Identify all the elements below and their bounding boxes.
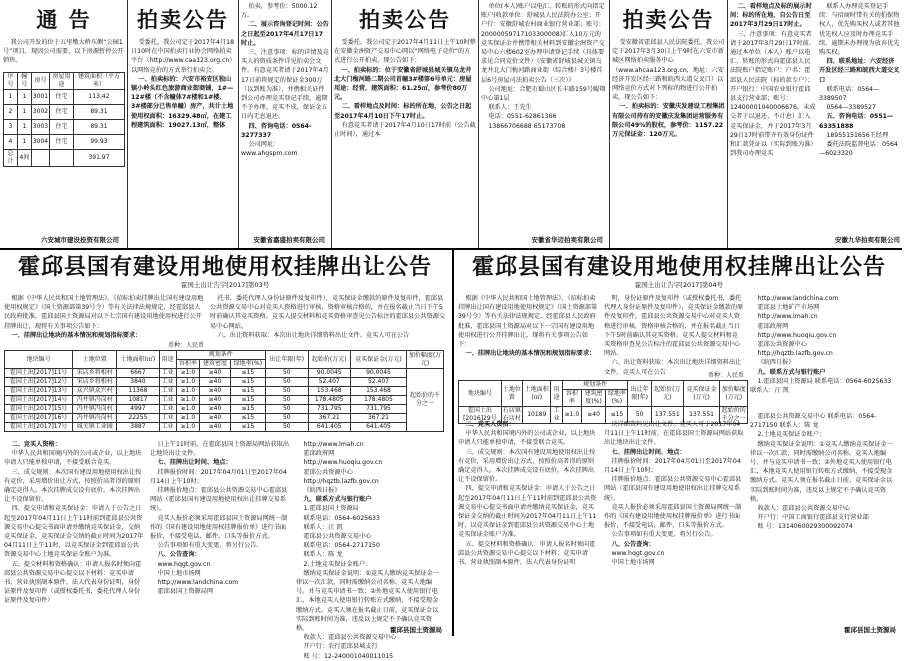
auction3b-column: 二、看样地点及标的展示时间：标的所在地，自公告日至2017年3月29日17时止。 三、注意事项：有意竞买者请于2017年3月29日17时前，通过本单位（本人）账户以电汇、转账的形式向霍邱县人民法院账户指定账户：户名：霍邱县人民法院（标的款专户）；开户银行：中国农业银行霍邱县支行营业部；账号：12400001040006676。未成交者于以退还，不计息）汇入竞买保证金，并于2017年3月29日17时前带齐有效身份证件和汇款凭证以（实际到账为准）到我司办理竞买 bbox=[730, 3, 816, 158]
left-col-3: http://www.lmah.cn 霍邱政府网 http://www.huoqiu.gov.cn 霍邱公共资源中心 http://hqztb.lazfb.gov.cn 《皖西日报》 九、联系方式与银行账户 1.霍邱县国土资源局 联系电话：0564-6025633 联系人：汪 凯 霍邱县公共资源交易中心 联系电话：0564-2717150 联系人：陈 龙 2.土地竞买保证金账户： 缴纳竞买保证金说明：①竞买人缴纳竞买保证金一律以一次汇款，同时需缴纳公司名称、竞买人地编号。并与竞买申请书一致；②外地竞买人使用银行电汇，本地竞买人使用银行转账方式缴纳，不接受现金缴纳方式。竞买人须在报名截止日前，竞买保证金以实际到账时间为准，违反以上规定不予确认竞买资格。 收款人：霍邱县公共资源交易中心 开户行：农行霍邱县城支行 账 号：12-240001040011015 bbox=[296, 441, 439, 660]
right-land-table: 地块编号 土地位置 土地面积(㎡) 用途 规划条件 出让年限(年) 起始价(万元) 竞买保证金(万元) 加价幅度(万元) 容积率 建筑密度(%) 绿地率(%) 霍国土出[2016]29号 石店镇石店村 10189 工业 ≥1.0 ≥40 ≤15 50 137.551 137.551 起始价的千分之一 bbox=[458, 380, 748, 424]
top-ad-strip bbox=[0, 0, 902, 250]
auction2b-column: 单位(本人)账户以电汇、转账的形式向指定账户(收款单位：舒城县人民法院办公室；开户行：安徽舒城农村商业银行营业部；账号：20000059717103300008)汇入10万元的竞买保证金并携带相关材料到安徽金洲资产交易中心六楼602室办理申请登记手续（具体要求见合同竞价文件）《安徽省舒城县城关镇乌龙井北大门梅河路商业街（综合楼）3号楼首层6号房屋司法拍卖公告（三次）》 公司地址：合肥市蜀山区长丰路159号鲲翔中心第1层 联系人：王先生 电话：0551-62861366 13866706688 65173708 安徽省华迈拍卖有限公司 bbox=[481, 3, 606, 244]
auction1-signer: 安徽省嘉盛拍卖有限公司 bbox=[253, 235, 325, 244]
table-row: 霍国土出[2017]14号 冯井镇冯岗村 10817 工业 ≥1.0 ≥40 ≤15 50 178.4805 178.4805 bbox=[5, 396, 444, 405]
table-row: 霍国土出[2017]12号 宋店乡将相村 3840 工业 ≥1.0 ≥40 ≤15 50 52.407 52.407 bbox=[5, 378, 444, 387]
left-land-table: 地块编号 土地位置 土地面积(㎡) 用途 规划条件 出让年限(年) 起始价(万元) 竞买保证金(万元) 加价幅度(万元) 容积率 建筑密度 绿地率(%) 霍国土出[2017]11号 宋店乡将相村 6667 工业 ≥1.0 ≥40 ≤15 50 90.0045 90.0045 起始价的千分之一 霍国土出[2017]12号 宋店乡将相村 3840 工业 ≥1.0 ≥40 ≤15 50 52.407 52.407 霍国土出[2017]13号 众兴镇众兴村 11368 工业 ≥1.0 ≥40 ≤15 50 153.468 153.468 霍国土出[2017]14号 冯井镇冯岗村 10817 工业 ≥1.0 ≥40 ≤15 50 178.4805 178.4805 霍国土出[2017]15号 冯井镇冯岗村 4997 工业 ≥1.0 ≥40 ≤15 50 731.795 731.795 霍国土出[2017]16号 冯井镇冯岗村 22255 工业 ≥1.0 ≥40 ≤15 50 367.21 367.21 霍国土出[2017]17号 城关镇工业园 3887 工业 ≥1.0 ≥40 ≤15 50 641.405 641.405 bbox=[4, 350, 444, 432]
table-row: 霍国土出[2017]11号 宋店乡将相村 6667 工业 ≥1.0 ≥40 ≤15 50 90.0045 90.0045 起始价的千分之一 bbox=[5, 369, 444, 378]
right-col-2: 块详细资料见出让文件。竞买人可于2017年04月11日上午11时前，在霍邱县国土资源局网站获取出让地块出让文件。 七、挂牌出让时间、地点： 挂牌报价时间：2017年04月01日至2017年04月14日上午10时； 挂牌报价地点：霍邱县公共资源交易中心霍邱县网站（霍邱县国有建设用地使用权出让挂牌交易系统）。 竞买人报价必须采用霍邱县国土资源局网统一制作的《国有建设用地使用权挂牌报价单》进行书面报价，不接受电话、邮件、口头等报价方式。 公告事项如有重大变更，将另行公告。 八、公告查询： www.hqgt.gov.cn 中国土地市场网 bbox=[604, 421, 744, 567]
table-row: 霍国土出[2017]15号 冯井镇冯岗村 4997 工业 ≥1.0 ≥40 ≤15 50 731.795 731.795 bbox=[5, 405, 444, 414]
table-row: 霍国土出[2016]29号 石店镇石店村 10189 工业 ≥1.0 ≥40 ≤15 50 137.551 137.551 起始价的千分之一 bbox=[459, 407, 748, 424]
table-header: 地块编号 土地位置 土地面积(㎡) 用途 规划条件 出让年限(年) 起始价(万元) 竞买保证金(万元) 加价幅度(万元) bbox=[5, 351, 444, 360]
table-row: 霍国土出[2017]16号 冯井镇冯岗村 22255 工业 ≥1.0 ≥40 ≤15 50 367.21 367.21 bbox=[5, 414, 444, 423]
table-row: 霍国土出[2017]17号 城关镇工业园 3887 工业 ≥1.0 ≥40 ≤15 50 641.405 641.405 bbox=[5, 423, 444, 432]
auction3-signer: 安徽九华拍卖有限公司 bbox=[835, 235, 900, 244]
right-notice-intro: 根据《中华人民共和国土地管理法》、《招标拍卖挂牌出让国有建设用地使用权规定》（国土资源部第39号令）等有关法律法规规定，经霍邱县人民政府批准，霍邱县国土资源局对以下一宗国有建设用地使用权进行公开挂牌出让，现将有关事项公告如下： bbox=[458, 295, 598, 349]
auction1-title: 拍卖公告 bbox=[137, 7, 229, 32]
notice-title: 通 告 bbox=[36, 7, 92, 32]
table-total-row: 总计 4间 391.97 bbox=[4, 149, 125, 166]
bottom-section bbox=[0, 250, 902, 660]
left-land-notice: 霍邱县国有建设用地使用权挂牌出让公告 霍国土出让告字[2017]第03号 根据《中华人民共和国土地管理法》、《招标拍卖挂牌出让国有建设用地使用权规定》（国土资源部第39号令）等有关法律法规规定，经霍邱县人民政府批准，霍邱县国土资源局对以下七宗国有建设用地使用权进行公开挂牌出让，现将有关事项公告如下： 一、挂牌出让地块的基本情况和规划指标要求： 托书，委托代理人身份证原件及复印件），竞买保证金缴款的原件及复印件，霍邱县公共资源交易中心对竞买人资格进行审核，资格审核合格的，并在报名截止当日下午5时前确认其竞买资格。竞买人提交材料和竞买资格审查见公告标注的霍邱县公共资源交易中心网站。 六、出让资料获取：本次出让地块详细资料出让文件。竞买人可在公告 币种：人民币 地块编号 土地位置 土地面积(㎡) 用途 规划条件 出让年限(年) 起始价(万元) 竞买保证金(万元) 加价幅度(万元) 容积率 建筑密度 绿地率(%) 霍国土出[2017]11号 宋店乡将相村 6667 工业 ≥1.0 ≥40 ≤15 50 90.0045 90.0045 起始价的千分之一 霍国土出[2017]12号 宋店乡将相村 3840 工业 ≥1.0 ≥40 ≤15 50 52.407 52.407 霍国土出[2017]13号 众兴镇众兴村 11368 工业 ≥1.0 ≥40 ≤15 50 153.468 153.468 霍国土出[2017]14号 冯井镇冯岗村 10817 工业 ≥1.0 ≥40 ≤15 50 178.4805 178.4805 霍国土出[2017]15号 冯井镇冯岗村 4997 工业 ≥1.0 ≥40 ≤15 50 731.795 731.795 霍国土出[2017]16号 冯井镇冯岗村 22255 工业 ≥1.0 ≥40 ≤15 50 367.21 367.21 霍国土出[2017]17号 城关镇工业园 3887 工业 ≥1.0 ≥40 ≤15 50 641.405 641.405 二、竞买人资格： 中华人民共和国境内外的公司或企业，以上地块申请人只能单独申请，不接受联合竞买。 三、成交规则：本次国有建设用地使用权出让按有竞价，采用增价出让方式，按照价高者得的原则确定竞得人。本次挂牌成交设有底价，本次挂牌出让不设保留价。 四、提交申请和竞买保证金：申请人于公告之日起至2017年04月11日上午11时前到霍邱县公共资源交易中心提交书面申请并缴纳竞买保证金，交纳竞买保证金，竞买保证金交纳的截止时间为2017年04月11日上午11时，以竞买保证金到霍邱县公共资源交易中心土地竞买保证金账户为准。 五、提交材料和资格确认：申请人报名时须向霍邱县公共资源交易中心提交以下材料：竞买申请书，营业执照副本原件，法人代表身份证明，身份证原件及复印件（或授权委托书，委托代理人身份证原件及复印件） 日上午11时前，在霍邱县国土资源局网站获取出让地块出让文件。 七、挂牌出让时间、地点： 挂牌报价时间：2017年04月01日至2017年04月14日上午10时； 挂牌报价地点：霍邱县公共资源交易中心霍邱县网站（霍邱县国有建设用地使用权出让挂牌交易系统）。 竞买人报价必须采用霍邱县国土资源局网统一制作的《国有建设用地使用权挂牌报价单》进行书面报价，不接受电话、邮件、口头等报价方式。 公告事项如有重大变更，将另行公告。 八、公告查询： www.hqgt.gov.cn 中国土地市场网 http://www.landchina.com 霍邱县国土资源局网 http://www.lmah.cn 霍邱政府网 http://www.huoqiu.gov.cn 霍邱公共资源中心 http://hqztb.lazfb.gov.cn 《皖西日报》 九、联系方式与银行账户 1.霍邱县国土资源局 联系电话：0564-6025633 联系人：汪 凯 霍邱县公共资源交易中心 联系电话：0564-2717150 联系人：陈 龙 2.土地竞买保证金账户： 缴纳竞买保证金说明：①竞买人缴纳竞买保证金一律以一次汇款，同时需缴纳公司名称、竞买人地编号。并与竞买申请书一致；②外地竞买人使用银行电汇，本地竞买人使用银行转账方式缴纳，不接受现金缴纳方式。竞买人须在报名截止日前，竞买保证金以实际到账时间为准，违反以上规定不予确认竞买资格。 收款人：霍邱县公共资源交易中心 开户行：农行霍邱县城支行 账 号：12-240001040011015 霍邱县国土资源局 bbox=[0, 250, 450, 636]
left-notice-title: 霍邱县国有建设用地使用权挂牌出让公告 bbox=[17, 254, 432, 280]
left-notice-ref: 霍国土出让告字[2017]第03号 bbox=[180, 281, 270, 289]
table-row: 3 1 3003 住宅 89.31 bbox=[4, 119, 125, 134]
right-notice-signer: 霍邱县国土资源局 bbox=[844, 626, 896, 634]
auction3-column: 拍卖公告 受安徽省霍邱县人民法院委托，我公司定于2017年3月30日上午9时在六安市新城区网络拍卖服务中心（www.ahcaa123.org.cn，地址：六安经济开发区经三路和皖西大道交叉口）以网络竞价方式对下列标的物进行公开拍卖，现公告如下： 一、拍卖标的：安徽庆发建设工程集团有限公司持有的安徽庆发集团运营服务有限公司49%的股权，参考价：1157.22万元保证金：120万元。 bbox=[612, 7, 725, 139]
auction2-signer: 安徽省华迈拍卖有限公司 bbox=[531, 235, 603, 244]
table-row: 霍国土出[2017]13号 众兴镇众兴村 11368 工业 ≥1.0 ≥40 ≤15 50 153.468 153.468 bbox=[5, 387, 444, 396]
left-notice-intro: 根据《中华人民共和国土地管理法》、《招标拍卖挂牌出让国有建设用地使用权规定》（国土资源部第39号令）等有关法律法规规定，经霍邱县人民政府批准，霍邱县国土资源局对以下七宗国有建设用地使用权进行公开挂牌出让，现将有关事项公告如下： bbox=[4, 295, 204, 330]
auction1-column: 拍卖公告 受委托，我公司定于2017年4月18日10时在中国拍卖行业协会网络拍卖平台（http://www.caa123.org.cn）以网络竞价的方式举行拍卖会。 一、拍卖标的：六安市裕安区独山镇小岭头红色旅游商业街商铺，1#—12#楼（不含幢体7#楼和1#楼、3#楼部分已售单幢）房产，共计土地使用权面积：16329.48㎡，在建工程建筑面积：19027.13㎡，整体 bbox=[131, 7, 235, 129]
left-notice-signer: 霍邱县国土资源局 bbox=[390, 626, 442, 634]
table-row: 2 1 3002 住宅 89.31 bbox=[4, 104, 125, 119]
right-notice-ref: 霍国土出让告字[2017]第04号 bbox=[634, 281, 724, 289]
table-header: 地块编号 土地位置 土地面积(㎡) 用途 规划条件 出让年限(年) 起始价(万元) 竞买保证金(万元) 加价幅度(万元) bbox=[459, 381, 748, 390]
auction1b-column: 拍卖，参考价：5000.12万。 二、展示咨询登记时间：公告之日起至2017年4月17日17时止。 三、注意事项：标的详情及竞买人的资质条件详见拍卖会文件。有意竞买者请于2017年4月17日前将规定的保证金300万（以到账为准），并携相关证件到公司办理竞买登记手续，逾期不予办理。竞买不成，保证金五日内无息退还。 四、咨询电话：0564-3277337 公司网址：www.ahgspm.com 安徽省嘉盛拍卖有限公司 bbox=[241, 3, 329, 244]
left-col-1: 二、竞买人资格： 中华人民共和国境内外的公司或企业，以上地块申请人只能单独申请，不接受联合竞买。 三、成交规则：本次国有建设用地使用权出让按有竞价，采用增价出让方式，按照价高者得的原则确定竞得人。本次挂牌成交设有底价，本次挂牌出让不设保留价。 四、提交申请和竞买保证金：申请人于公告之日起至2017年04月11日上午11时前到霍邱县公共资源交易中心提交书面申请并缴纳竞买保证金，交纳竞买保证金，竞买保证金交纳的截止时间为2017年04月11日上午11时，以竞买保证金到霍邱县公共资源交易中心土地竞买保证金账户为准。 五、提交材料和资格确认：申请人报名时须向霍邱县公共资源交易中心提交以下材料：竞买申请书，营业执照副本原件，法人代表身份证明，身份证原件及复印件（或授权委托书，委托代理人身份证原件及复印件） bbox=[4, 441, 144, 605]
left-col-2: 日上午11时前，在霍邱县国土资源局网站获取出让地块出让文件。 七、挂牌出让时间、地点： 挂牌报价时间：2017年04月01日至2017年04月14日上午10时； 挂牌报价地点：霍邱县公共资源交易中心霍邱县网站（霍邱县国有建设用地使用权出让挂牌交易系统）。 竞买人报价必须采用霍邱县国土资源局网统一制作的《国有建设用地使用权挂牌报价单》进行书面报价，不接受电话、邮件、口头等报价方式。 公告事项如有重大变更，将另行公告。 八、公告查询： www.hqgt.gov.cn 中国土地市场网 http://www.landchina.com 霍邱县国土资源局网 bbox=[150, 441, 290, 596]
auction3-title: 拍卖公告 bbox=[622, 7, 715, 32]
right-col-1: 二、竞买人资格： 中华人民共和国境内外的公司或企业，以上地块申请人只能单独申请，不接受联合竞买。 三、成交规则：本次国有建设用地使用权出让按有竞价，采用增价出让方式，按照价高者得的原则确定竞得人。本次挂牌成交设有底价，本次挂牌出让不设保留价。 四、提交申请和竞买保证金：申请人于公告之日起至2017年04月11日上午11时前到霍邱县公共资源交易中心提交书面申请并缴纳竞买保证金，竞买保证金交纳的截止时间为2017年04月11日上午11时，以竞买保证金到霍邱县公共资源交易中心土地竞买保证金账户为准。 五、提交材料和资格确认：申请人报名时须向霍邱县公共资源交易中心提交以下材料：竞买申请书，营业执照副本原件，法人代表身份证明 bbox=[458, 421, 597, 567]
auction2-title: 拍卖公告 bbox=[359, 7, 451, 32]
table-row: 1 1 3001 住宅 113.42 bbox=[4, 89, 125, 104]
notice-table-header: 序号 幢号 房号 房屋用途 建筑面积（平方米） bbox=[4, 72, 125, 89]
right-land-notice: 霍邱县国有建设用地使用权挂牌出让公告 霍国土出让告字[2017]第04号 根据《中华人民共和国土地管理法》、《招标拍卖挂牌出让国有建设用地使用权规定》（国土资源部第39号令）等有关法律法规规定，经霍邱县人民政府批准，霍邱县国土资源局对以下一宗国有建设用地使用权进行公开挂牌出让，现将有关事项公告如下： 一、挂牌出让地块的基本情况和规划指标要求： 明，身份证原件及复印件（或授权委托书，委托代理人身份证原件及复印件），竞买保证金缴款的原件及复印件，霍邱县公共资源交易中心对竞买人资格进行审核，资格审核合格的，并在报名截止当日下午5时前确认其竞买资格。竞买人提交材料和竞买资格审查见公告标注的霍邱县公共资源交易中心网站。 六、出让资料获取：本次出让地块详细资料出让文件。竞买人可在公告 http://www.landchina.com 霍邱县土地矿产市场网 http://www.lmah.cn 霍邱政府网 http://www.huoqiu.gov.cn 霍邱公共资源中心 http://hqztb.lazfb.gov.cn 《皖西日报》 九、联系方式与银行账户 1.霍邱县国土资源局 联系电话：0564-6025633 联系人：汪 凯 币种：人民币 地块编号 土地位置 土地面积(㎡) 用途 规划条件 出让年限(年) 起始价(万元) 竞买保证金(万元) 加价幅度(万元) 容积率 建筑密度(%) 绿地率(%) 霍国土出[2016]29号 石店镇石店村 10189 工业 ≥1.0 ≥40 ≤15 50 137.551 137.551 起始价的千分之一 二、竞买人资格： 中华人民共和国境内外的公司或企业，以上地块申请人只能单独申请，不接受联合竞买。 三、成交规则：本次国有建设用地使用权出让按有竞价，采用增价出让方式，按照价高者得的原则确定竞得人。本次挂牌成交设有底价，本次挂牌出让不设保留价。 四、提交申请和竞买保证金：申请人于公告之日起至2017年04月11日上午11时前到霍邱县公共资源交易中心提交书面申请并缴纳竞买保证金，竞买保证金交纳的截止时间为2017年04月11日上午11时，以竞买保证金到霍邱县公共资源交易中心土地竞买保证金账户为准。 五、提交材料和资格确认：申请人报名时须向霍邱县公共资源交易中心提交以下材料：竞买申请书，营业执照副本原件，法人代表身份证明 块详细资料见出让文件。竞买人可于2017年04月11日上午11时前，在霍邱县国土资源局网站获取出让地块出让文件。 七、挂牌出让时间、地点： 挂牌报价时间：2017年04月01日至2017年04月14日上午10时； 挂牌报价地点：霍邱县公共资源交易中心霍邱县网站（霍邱县国有建设用地使用权出让挂牌交易系统）。 竞买人报价必须采用霍邱县国土资源局网统一制作的《国有建设用地使用权挂牌报价单》进行书面报价，不接受电话、邮件、口头等报价方式。 公告事项如有重大变更，将另行公告。 八、公告查询： www.hqgt.gov.cn 中国土地市场网 霍邱县公共资源交易中心 联系电话：0564-2717150 联系人：陈 龙 2.土地竞买保证金账户： 缴纳竞买保证金说明：①竞买人缴纳竞买保证金一律以一次汇款，同时需缴纳公司名称、竞买人地编号，并与竞买申请书一致；②外地竞买人使用银行电汇，本地竞买人使用银行转账方式缴纳，不接受现金缴纳方式。竞买人须在报名截止日前，竞买保证金以实际到账时间为准，违反以上规定不予确认竞买资格。 收款人：霍邱县公共资源交易中心 开户行：中国工商银行霍邱县支行营业部 账 号：1314060029300092074 霍邱县国土资源局 bbox=[452, 250, 904, 636]
auction3c-column: 联系人办理竞买登记手续：与招商时带有关的拍保物权人，优先购买权人或者其他优先权人应及时办理竞买手续，逾期未办理视为放弃优先购买权。 四、联系地址：六安经济开发区经三路和皖西大道交叉口 联系电话：0564—3389507 0564—3389527 五、咨询电话：0551—63351888 18955151656王经理 委托法院监督电话：0564—6023320 安徽九华拍卖有限公司 bbox=[819, 3, 900, 244]
auction2-column: 拍卖公告 受委托，我公司定于2017年4月11日上午10时整在安徽金洲资产交易中心网以“网络电子竞价”的方式进行公开拍卖，现公告如下： 一、拍卖标的：位于安徽省舒城县城关镇乌龙井北大门梅河路二期公司首幢3#楼第6号单元：房屋用途：经营，建筑面积：61.25㎡，参考价80万元。 二、看样地点及时间：标的所在地，公告之日起至2017年4月10日下午17时止。 有意竞买者请于2017年4月10日17时前（公告截止时间），通过本 bbox=[334, 7, 476, 139]
right-notice-title: 霍邱县国有建设用地使用权挂牌出让公告 bbox=[471, 254, 886, 280]
table-row: 4 1 3004 住宅 99.93 bbox=[4, 134, 125, 149]
notice-table bbox=[3, 72, 125, 167]
notice-intro: 我公司开发的位于五里墩大桥东侧“公园1号”项目，现因公司需要，以下房源暂停公开销售。 bbox=[3, 39, 124, 65]
notice-signer: 六安城市建设投资有限公司 bbox=[41, 235, 119, 244]
notice-column bbox=[3, 2, 125, 246]
right-col-3: 霍邱县公共资源交易中心 联系电话：0564-2717150 联系人：陈 龙 2.土地竞买保证金账户： 缴纳竞买保证金说明：①竞买人缴纳竞买保证金一律以一次汇款，同时需缴纳公司名称、竞买人地编号，并与竞买申请书一致；②外地竞买人使用银行电汇，本地竞买人使用银行转账方式缴纳，不接受现金缴纳方式。竞买人须在报名截止日前，竞买保证金以实际到账时间为准，违反以上规定不予确认竞买资格。 收款人：霍邱县公共资源交易中心 开户行：中国工商银行霍邱县支行营业部 账 号：1314060029300092074 bbox=[750, 413, 893, 531]
